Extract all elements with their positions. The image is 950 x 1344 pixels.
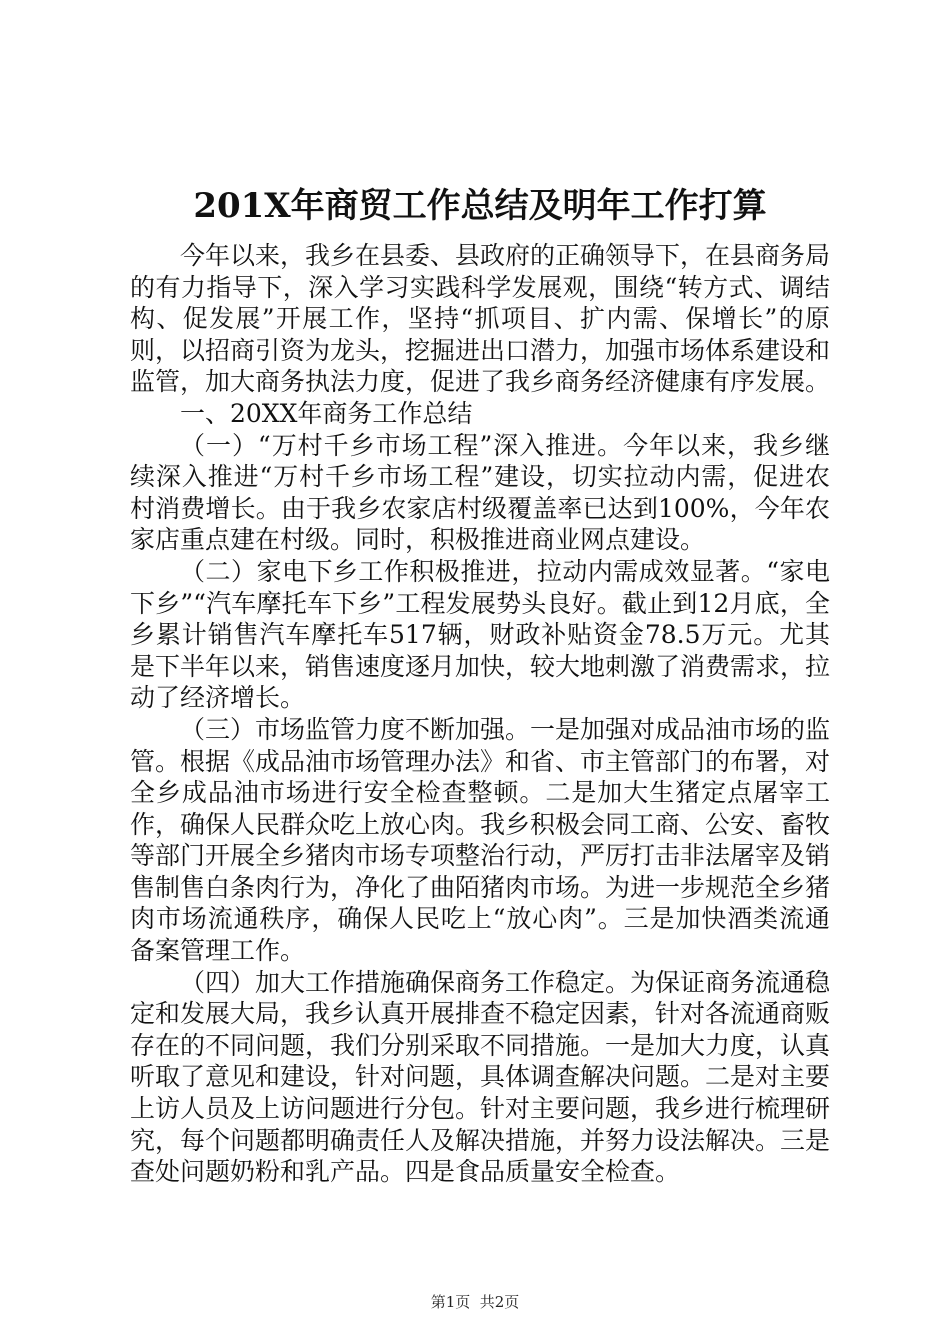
subsection-4-paragraph: （四）加大工作措施确保商务工作稳定。为保证商务流通稳定和发展大局，我乡认真开展排查不稳定因素，针对各流通商贩存在的不同问题，我们分别采取不同措施。一是加大力度，认真听取了意见和建设，针对问题，具体调查解决问题。二是对主要上访人员及上访问题进行分包。针对主要问题，我乡进行梳理研究，每个问题都明确责任人及解决措施，并努力设法解决。三是查处问题奶粉和乳产品。四是食品质量安全检查。: [130, 967, 831, 1187]
document-title: 201X年商贸工作总结及明年工作打算: [193, 186, 767, 226]
subsection-3-paragraph: （三）市场监管力度不断加强。一是加强对成品油市场的监管。根据《成品油市场管理办法》和省、市主管部门的布署，对全乡成品油市场进行安全检查整顿。二是加大生猪定点屠宰工作，确保人民群众吃上放心肉。我乡积极会同工商、公安、畜牧等部门开展全乡猪肉市场专项整治行动，严厉打击非法屠宰及销售制售白条肉行为，净化了曲陌猪肉市场。为进一步规范全乡猪肉市场流通秩序，确保人民吃上“放心肉”。三是加快酒类流通备案管理工作。: [130, 714, 831, 966]
document-body: [130, 240, 830, 1188]
page-number: 第1页 共2页: [430, 1293, 520, 1311]
section-heading: 一、20XX年商务工作总结: [180, 398, 473, 428]
page-footer: [0, 1292, 950, 1312]
subsection-2-paragraph: （二）家电下乡工作积极推进，拉动内需成效显著。“家电下乡”“汽车摩托车下乡”工程发展势头良好。截止到12月底，全乡累计销售汽车摩托车517辆，财政补贴资金78.5万元。尤其是下半年以来，销售速度逐月加快，较大地刺激了消费需求，拉动了经济增长。: [130, 556, 831, 713]
subsection-1-paragraph: （一）“万村千乡市场工程”深入推进。今年以来，我乡继续深入推进“万村千乡市场工程”建设，切实拉动内需，促进农村消费增长。由于我乡农家店村级覆盖率已达到100%，今年农家店重点建在村级。同时，积极推进商业网点建设。: [130, 430, 830, 555]
intro-paragraph: 今年以来，我乡在县委、县政府的正确领导下，在县商务局的有力指导下，深入学习实践科学发展观，围绕“转方式、调结构、促发展”开展工作，坚持“抓项目、扩内需、保增长”的原则，以招商引资为龙头，挖掘进出口潜力，加强市场体系建设和监管，加大商务执法力度，促进了我乡商务经济健康有序发展。: [130, 241, 831, 397]
